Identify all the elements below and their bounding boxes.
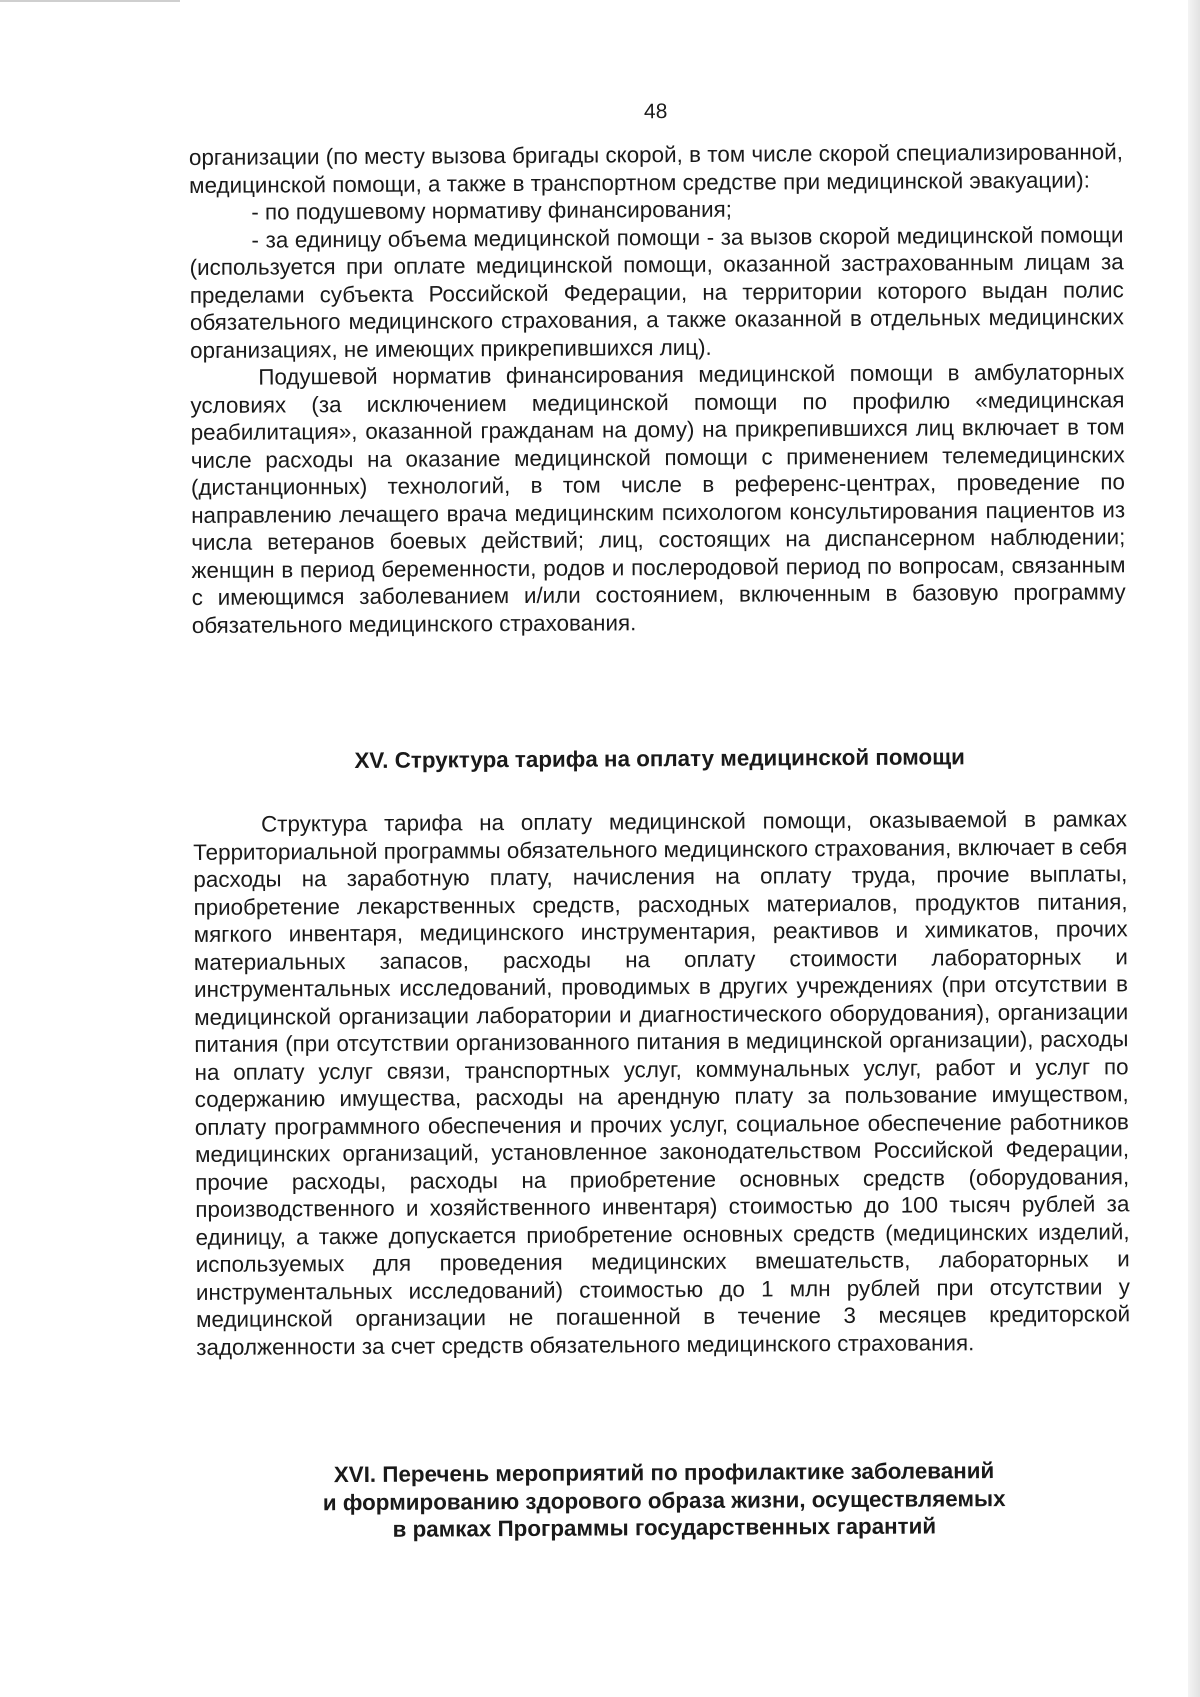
scan-edge-top [0, 0, 180, 2]
scan-edge-right [1188, 0, 1200, 1697]
paragraph-tariff-structure: Структура тарифа на оплату медицинской помощи, оказываемой в рамках Территориальной программы обязательного медицинского страхования, включает в себя расходы на заработную плату, начисления на оплату труда, прочие выплаты, приобретение лекарственных средств, расходных материалов, продуктов питания, мягкого инвентаря, медицинского инструментария, реактивов и химикатов, прочих материальных запасов, расходы на оплату стоимости лабораторных и инструментальных исследований, проводимых в других учреждениях (при отсутствии в медицинской организации лаборатории и диагностического оборудования), организации питания (при отсутствии организованного питания в медицинской организации), расходы на оплату услуг связи, транспортных услуг, коммунальных услуг, работ и услуг по содержанию имущества, расходы на арендную плату за пользование имуществом, оплату программного обеспечения и прочих услуг, социальное обеспечение работников медицинских организаций, установленное законодательством Российской Федерации, прочие расходы, расходы на приобретение основных средств (оборудования, производственного и хозяйственного инвентаря) стоимостью до 100 тысяч рублей за единицу, а также допускается приобретение основных средств (медицинских изделий, используемых для проведения медицинских вмешательств, лабораторных и инструментальных исследований) стоимостью до 1 млн рублей при отсутствии у медицинской организации не погашенной в течение 3 месяцев кредиторской задолженности за счет средств обязательного медицинского страхования. [193, 806, 1131, 1360]
section-a-text [189, 138, 1126, 639]
section-xvi-title-line-3: в рамках Программы государственных гарантий [392, 1513, 937, 1542]
section-xvi-title [197, 1456, 1131, 1544]
section-xv-title: XV. Структура тарифа на оплату медицинской помощи [354, 744, 965, 773]
paragraph-capitation-norm: Подушевой норматив финансирования медицинской помощи в амбулаторных условиях (за исключением медицинской помощи по профилю «медицинская реабилитация», оказанной гражданам на дому) на прикрепившихся лиц включает в том числе расходы на оказание медицинской помощи с применением телемедицинских (дистанционных) технологий, в том числе в референс-центрах, проведение по направлению лечащего врача медицинским психологом консультирования пациентов из числа ветеранов боевых действий; лиц, состоящих на диспансерном наблюдении; женщин в период беременности, родов и послеродовой период по вопросам, связанным с имеющимся заболеванием и/или состоянием, включенным в базовую программу обязательного медицинского страхования. [190, 359, 1126, 638]
section-xvi-title-line-2: и формированию здорового образа жизни, осуществляемых [322, 1485, 1006, 1515]
section-xvi-title-line-1: XVI. Перечень мероприятий по профилактике заболеваний [333, 1458, 995, 1488]
page-number: 48 [643, 100, 668, 124]
document-page [188, 0, 1132, 1697]
paragraph-list-item-2: - за единицу объема медицинской помощи - за вызов скорой медицинской помощи (используется при оплате медицинской помощи, оказанной застрахованным лицам за пределами субъекта Российской Федерации, на территории которого выдан полис обязательного медицинского страхования, а также оказанной в отдельных медицинских организациях, не имеющих прикрепившихся лиц). [189, 221, 1125, 363]
section-xv-text [193, 805, 1130, 1361]
paragraph-list-item-1: - по подушевому нормативу финансирования; [251, 196, 733, 225]
paragraph-continuation: организации (по месту вызова бригады скорой, в том числе скорой специализированной, медицинской помощи, а также в транспортном средстве при медицинской эвакуации): [188, 139, 1124, 198]
